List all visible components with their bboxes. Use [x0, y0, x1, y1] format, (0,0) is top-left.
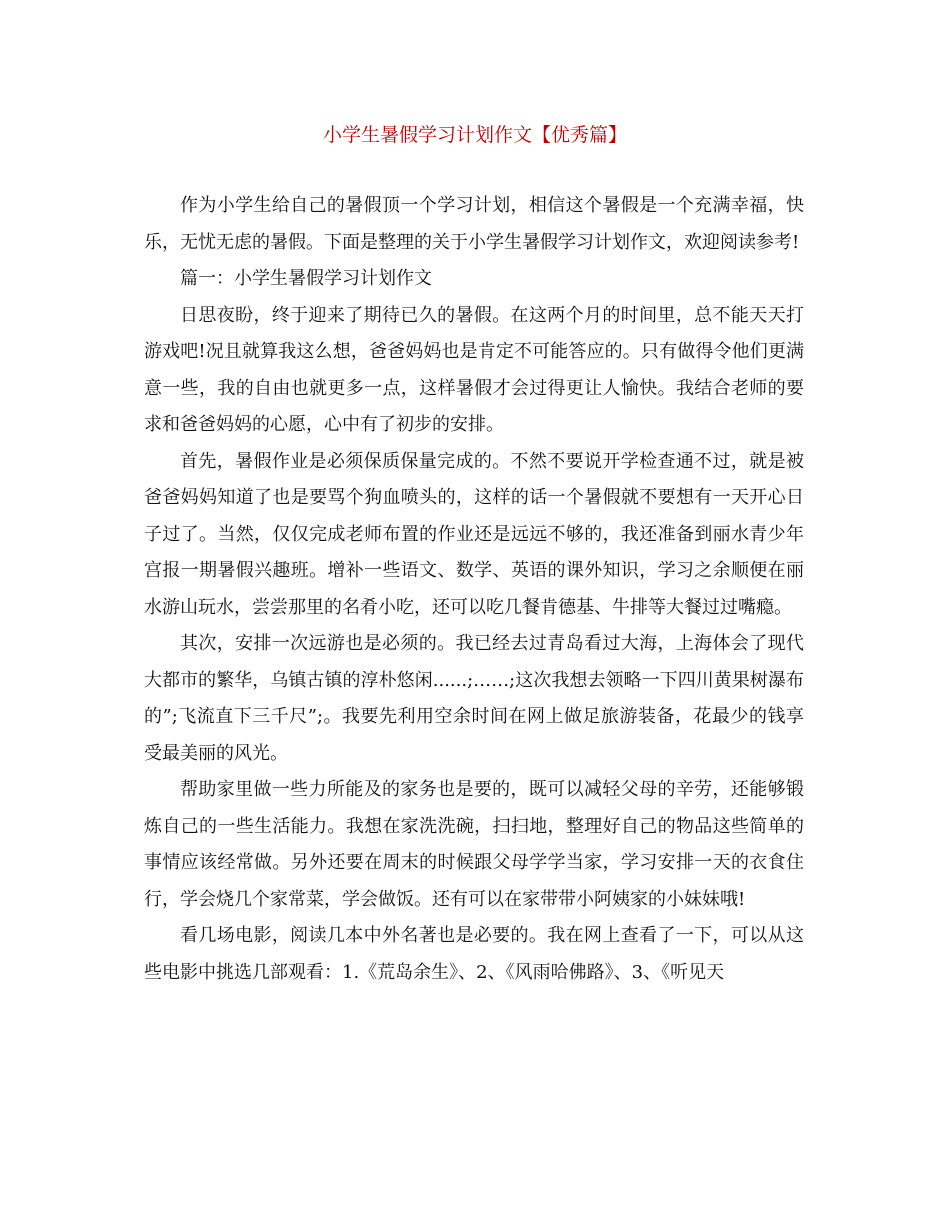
paragraph: 看几场电影，阅读几本中外名著也是必要的。我在网上查看了一下，可以从这些电影中挑选几部观看：1.《荒岛余生》、2、《风雨哈佛路》、3、《听见天: [144, 925, 804, 983]
document-body: [144, 188, 804, 991]
paragraph-section-heading: 篇一：小学生暑假学习计划作文: [180, 268, 432, 289]
paragraph: 其次，安排一次远游也是必须的。我已经去过青岛看过大海，上海体会了现代大都市的繁华，乌镇古镇的淳朴悠闲......;……;这次我想去领略一下四川黄果树瀑布的”;飞流直下三千尺”;。我要先利用空余时间在网上做足旅游装备，花最少的钱享受最美丽的风光。: [144, 633, 804, 764]
document-title: 小学生暑假学习计划作文【优秀篇】: [322, 124, 627, 146]
paragraph: 日思夜盼，终于迎来了期待已久的暑假。在这两个月的时间里，总不能天天打游戏吧!况且就算我这么想，爸爸妈妈也是肯定不可能答应的。只有做得令他们更满意一些，我的自由也就更多一点，这样暑假才会过得更让人愉快。我结合老师的要求和爸爸妈妈的心愿，心中有了初步的安排。: [144, 304, 804, 435]
paragraph-intro: 作为小学生给自己的暑假顶一个学习计划，相信这个暑假是一个充满幸福，快乐，无忧无虑的暑假。下面是整理的关于小学生暑假学习计划作文，欢迎阅读参考!: [144, 195, 804, 253]
paragraph: 首先，暑假作业是必须保质保量完成的。不然不要说开学检查通不过，就是被爸爸妈妈知道了也是要骂个狗血喷头的，这样的话一个暑假就不要想有一天开心日子过了。当然，仅仅完成老师布置的作业还是远远不够的，我还准备到丽水青少年宫报一期暑假兴趣班。增补一些语文、数学、英语的课外知识，学习之余顺便在丽水游山玩水，尝尝那里的名肴小吃，还可以吃几餐肯德基、牛排等大餐过过嘴瘾。: [144, 450, 804, 618]
paragraph: 帮助家里做一些力所能及的家务也是要的，既可以减轻父母的辛劳，还能够锻炼自己的一些生活能力。我想在家洗洗碗，扫扫地，整理好自己的物品这些简单的事情应该经常做。另外还要在周末的时候跟父母学学当家，学习安排一天的衣食住行，学会烧几个家常菜，学会做饭。还有可以在家带带小阿姨家的小妹妹哦!: [144, 779, 804, 910]
